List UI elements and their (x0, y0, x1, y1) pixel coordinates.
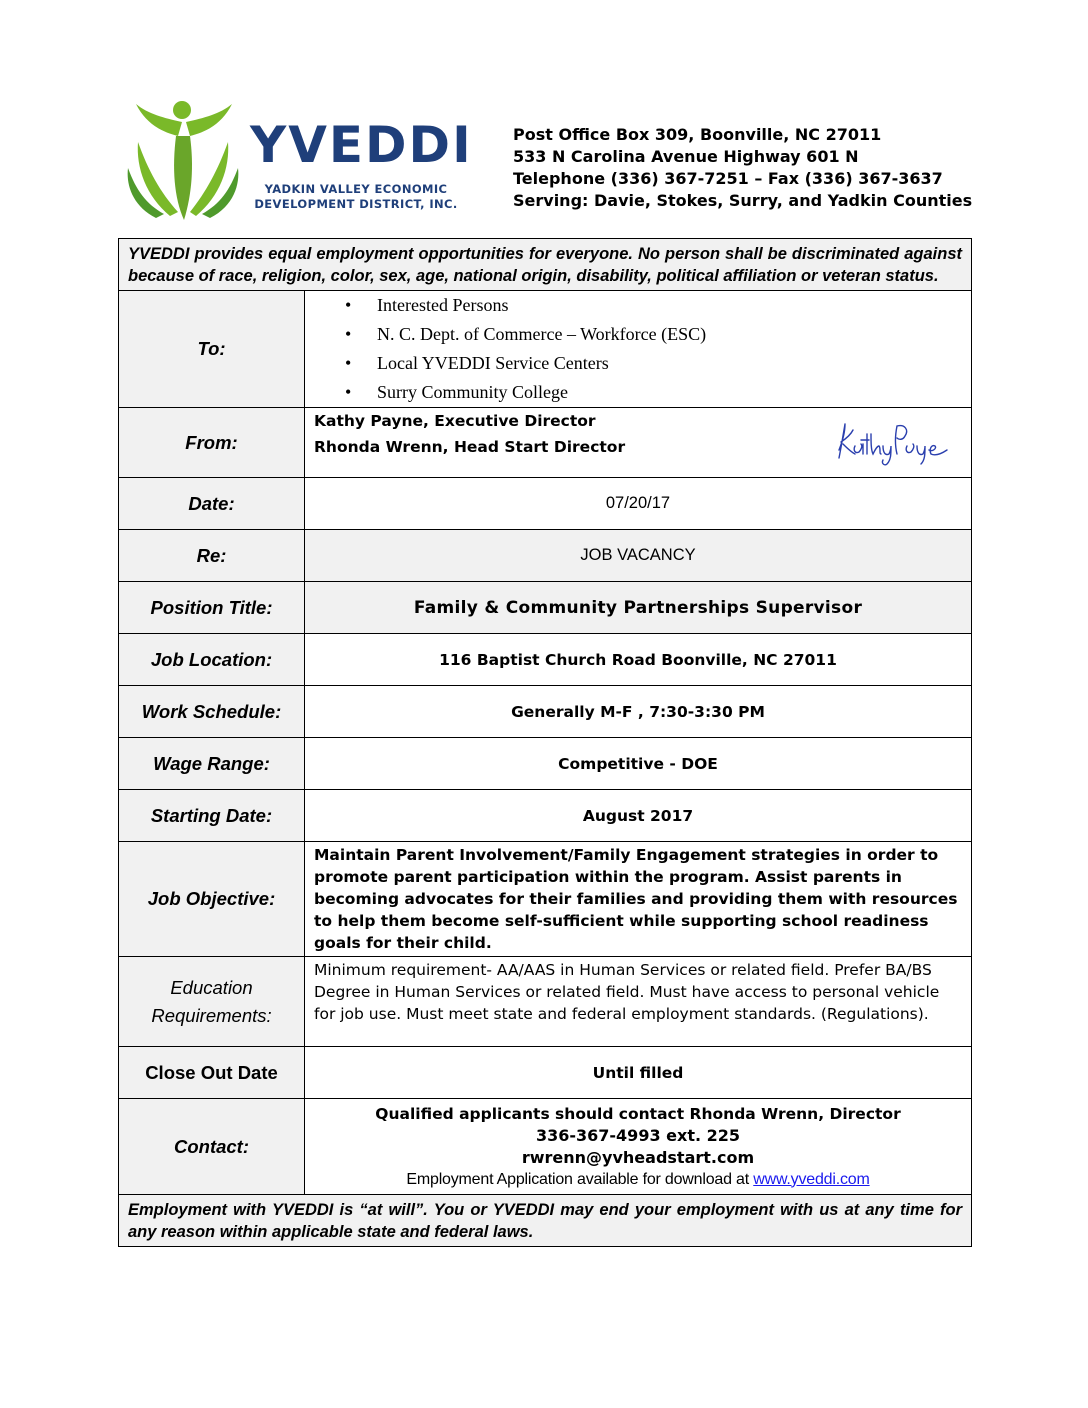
yveddi-logo (126, 98, 473, 222)
to-label: To: (119, 291, 305, 408)
from-line-2: Rhonda Wrenn, Head Start Director (314, 438, 626, 456)
contact-email: rwrenn@yvheadstart.com (521, 1147, 755, 1167)
date-value: 07/20/17 (305, 478, 972, 530)
website-link[interactable]: www.yveddi.com (753, 1170, 870, 1188)
from-label: From: (119, 408, 305, 478)
address-line: Post Office Box 309, Boonville, NC 27011 (513, 125, 882, 144)
closeout-label: Close Out Date (119, 1047, 305, 1099)
closeout-row (119, 1047, 972, 1099)
re-row (119, 530, 972, 582)
contact-phone: 336-367-4993 ext. 225 (535, 1125, 741, 1145)
list-item: • Surry Community College (377, 378, 971, 407)
wage-label: Wage Range: (119, 738, 305, 790)
date-row (119, 478, 972, 530)
recipient-list (305, 291, 971, 407)
address-line: 533 N Carolina Avenue Highway 601 N (513, 147, 859, 166)
location-value: 116 Baptist Church Road Boonville, NC 27011 (305, 634, 972, 686)
location-row (119, 634, 972, 686)
position-label: Position Title: (119, 582, 305, 634)
objective-row (119, 842, 972, 957)
contact-instruction: Qualified applicants should contact Rhonda Wrenn, Director (375, 1104, 901, 1123)
organization-address (513, 124, 972, 212)
education-label: Education Requirements: (119, 957, 305, 1047)
list-item: • Interested Persons (377, 291, 971, 320)
education-row (119, 957, 972, 1047)
wage-row (119, 738, 972, 790)
position-row (119, 582, 972, 634)
position-title-value: Family & Community Partnerships Supervisor (305, 582, 972, 634)
application-note: Employment Application available for download at www.yveddi.com (406, 1170, 870, 1188)
address-line: Telephone (336) 367-7251 – Fax (336) 367-3637 (513, 169, 943, 188)
leaf-person-icon (126, 98, 250, 222)
schedule-row (119, 686, 972, 738)
objective-label: Job Objective: (119, 842, 305, 957)
contact-label: Contact: (119, 1099, 305, 1195)
re-label: Re: (119, 530, 305, 582)
date-label: Date: (119, 478, 305, 530)
schedule-label: Work Schedule: (119, 686, 305, 738)
contact-row (119, 1099, 972, 1195)
at-will-notice: Employment with YVEDDI is “at will”. You or YVEDDI may end your employment with us at any time for any reason within applicable state and federal laws. (119, 1195, 972, 1247)
location-label: Job Location: (119, 634, 305, 686)
contact-details (305, 1099, 972, 1195)
start-value: August 2017 (305, 790, 972, 842)
from-line-1: Kathy Payne, Executive Director (314, 412, 596, 430)
equal-opportunity-notice: YVEDDI provides equal employment opportunities for everyone. No person shall be discriminated against because of race, religion, color, sex, age, national origin, disability, political affiliation or veteran status. (119, 239, 972, 291)
address-line: Serving: Davie, Stokes, Surry, and Yadkin Counties (513, 191, 973, 210)
objective-value: Maintain Parent Involvement/Family Engagement strategies in order to promote parent participation within the program. Assist parents in becoming advocates for their families and providing them with resources to help them become self-sufficient while supporting school readiness goals for their child. (305, 842, 972, 957)
job-vacancy-table (118, 238, 972, 1247)
logo-wordmark: YVEDDI (250, 116, 473, 174)
wage-value: Competitive - DOE (305, 738, 972, 790)
from-row (119, 408, 972, 478)
logo-subtitle: YADKIN VALLEY ECONOMIC DEVELOPMENT DISTRICT, INC. (254, 182, 458, 211)
start-row (119, 790, 972, 842)
schedule-value: Generally M-F , 7:30-3:30 PM (305, 686, 972, 738)
list-item: • Local YVEDDI Service Centers (377, 349, 971, 378)
re-value: JOB VACANCY (305, 530, 972, 582)
education-value: Minimum requirement- AA/AAS in Human Services or related field. Prefer BA/BS Degree in Human Services or related field. Must have access to personal vehicle for job use. Must meet state and federal employment standards. (Regulations). (305, 957, 972, 1047)
closeout-value: Until filled (305, 1047, 972, 1099)
to-row (119, 291, 972, 408)
list-item: • N. C. Dept. of Commerce – Workforce (ESC) (377, 320, 971, 349)
signature-image (833, 420, 953, 466)
start-label: Starting Date: (119, 790, 305, 842)
